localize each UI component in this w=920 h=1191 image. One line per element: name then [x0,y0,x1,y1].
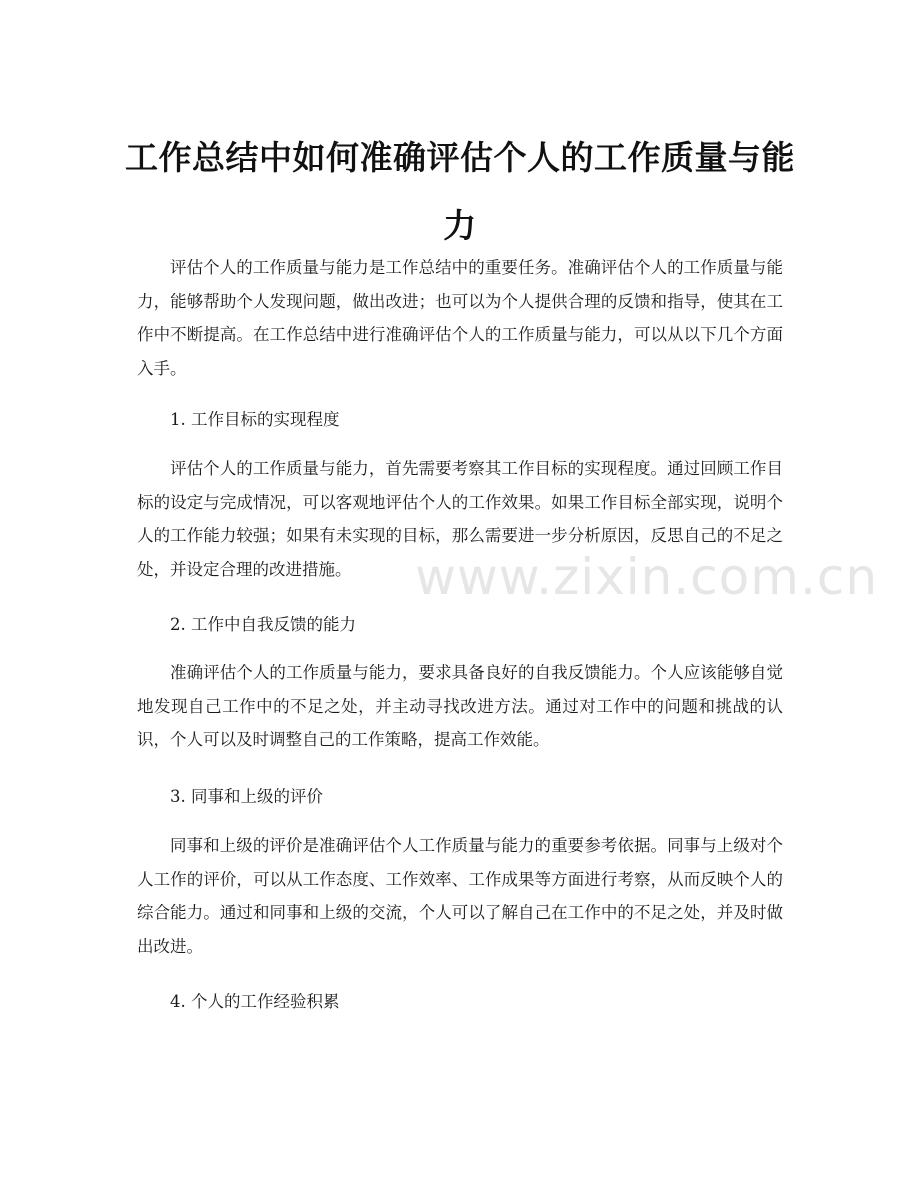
section-heading-1: 1. 工作目标的实现程度 [170,410,340,429]
section-heading-2: 2. 工作中自我反馈的能力 [170,615,356,634]
section-body-3: 同事和上级的评价是准确评估个人工作质量与能力的重要参考依据。同事与上级对个人工作的评价，可以从工作态度、工作效率、工作成果等方面进行考察，从而反映个人的综合能力。通过和同事和上级的交流，个人可以了解自己在工作中的不足之处，并及时做出改进。 [137,836,783,956]
section-heading-4: 4. 个人的工作经验积累 [170,992,340,1011]
intro-paragraph: 评估个人的工作质量与能力是工作总结中的重要任务。准确评估个人的工作质量与能力，能够帮助个人发现问题，做出改进；也可以为个人提供合理的反馈和指导，使其在工作中不断提高。在工作总结中进行准确评估个人的工作质量与能力，可以从以下几个方面入手。 [137,258,783,378]
section-body-2: 准确评估个人的工作质量与能力，要求具备良好的自我反馈能力。个人应该能够自觉地发现自己工作中的不足之处，并主动寻找改进方法。通过对工作中的问题和挑战的认识，个人可以及时调整自己的工作策略，提高工作效能。 [137,663,783,750]
section-body-1: 评估个人的工作质量与能力，首先需要考察其工作目标的实现程度。通过回顾工作目标的设定与完成情况，可以客观地评估个人的工作效果。如果工作目标全部实现，说明个人的工作能力较强；如果有未实现的目标，那么需要进一步分析原因，反思自己的不足之处，并设定合理的改进措施。 [137,459,783,579]
page-title: 工作总结中如何准确评估个人的工作质量与能力 [125,138,795,246]
section-heading-3: 3. 同事和上级的评价 [170,787,323,806]
watermark: www.zixin.com.cn [415,548,879,606]
